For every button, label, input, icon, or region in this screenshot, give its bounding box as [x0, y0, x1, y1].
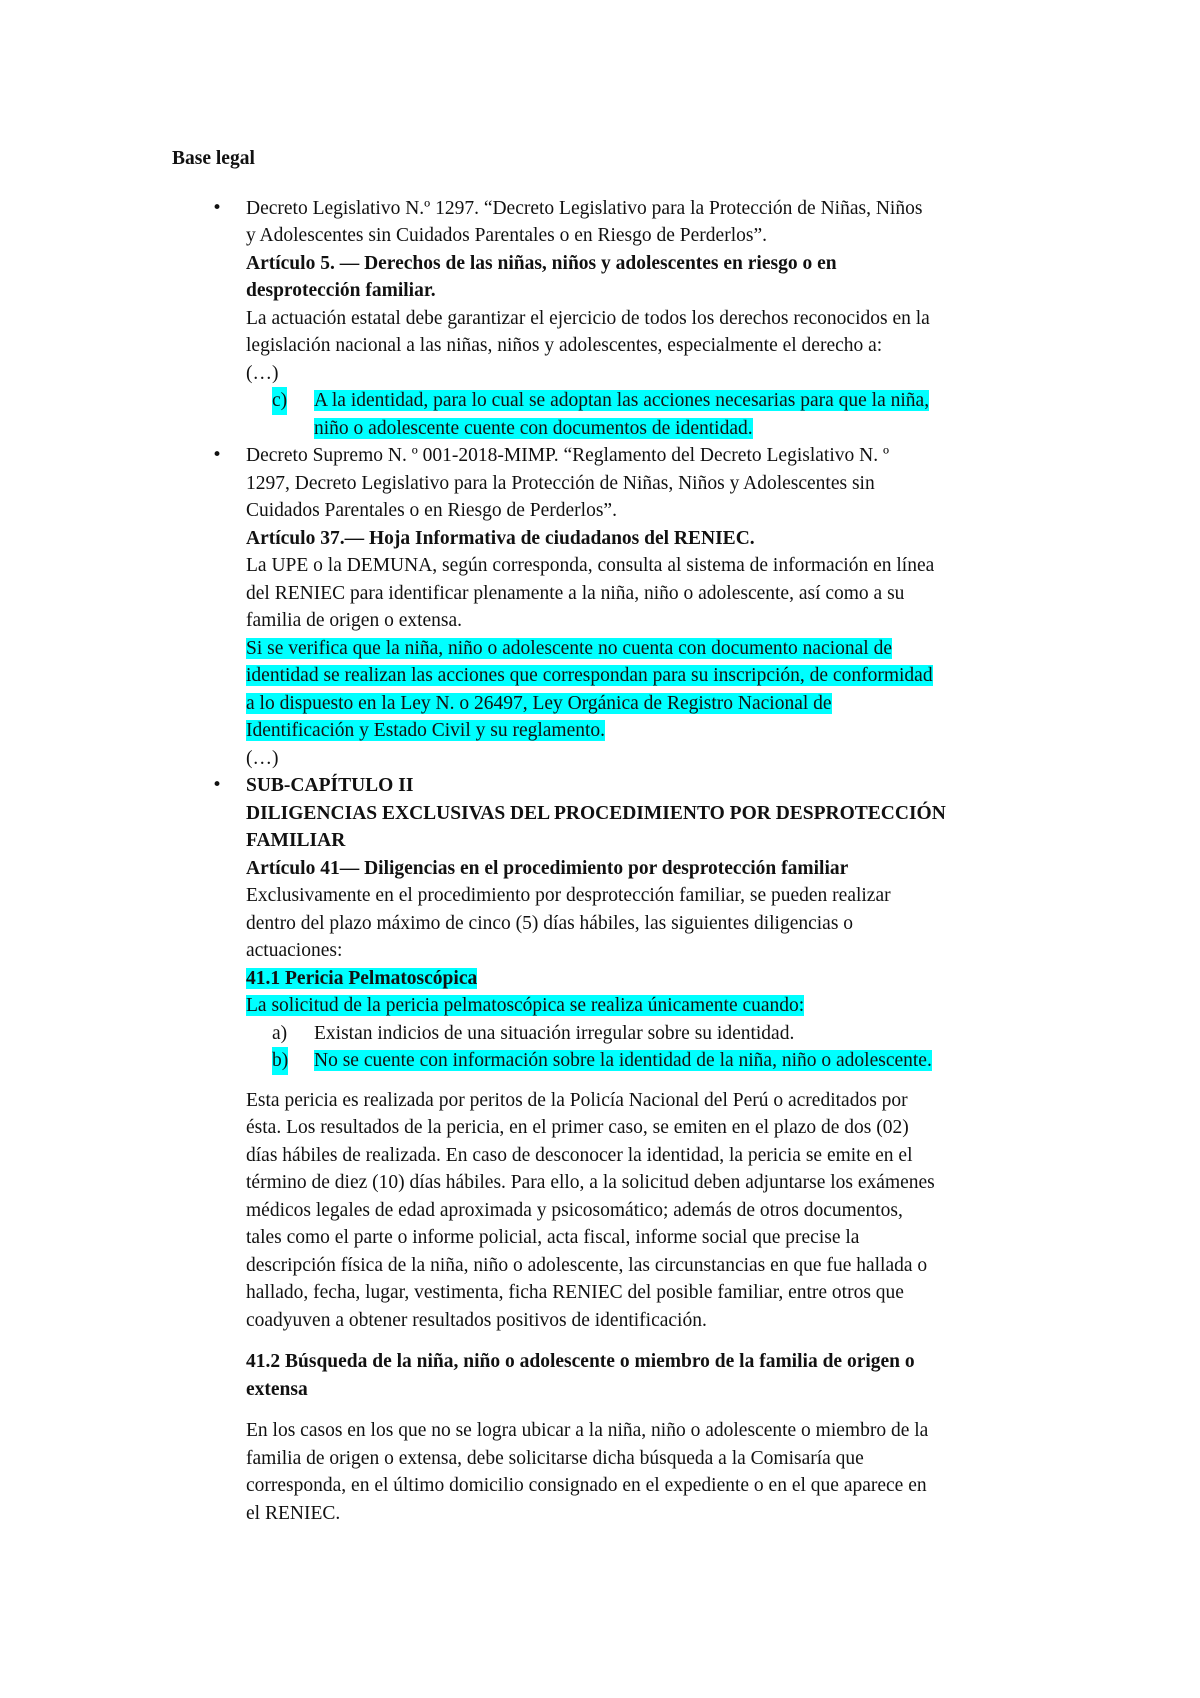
highlighted-text: identidad se realizan las acciones que correspondan para su inscripción, de conformidad [246, 665, 933, 686]
text-line: Cuidados Parentales o en Riesgo de Perderlos”. [246, 500, 617, 521]
text-line: extensa [246, 1378, 308, 1400]
text-line: médicos legales de edad aproximada y psicosomático; además de otros documentos, [246, 1199, 903, 1221]
text-line: • Decreto Supremo N. º 001-2018-MIMP. “Reglamento del Decreto Legislativo N. º [246, 445, 889, 466]
article-5-title: Artículo 5. — Derechos de las niñas, niños y adolescentes en riesgo o en [246, 252, 837, 274]
text-line: y Adolescentes sin Cuidados Parentales o en Riesgo de Perderlos”. [246, 225, 767, 246]
subchapter-label: • SUB-CAPÍTULO II [246, 775, 414, 796]
paragraph-busqueda [172, 1417, 1052, 1527]
ellipsis: (…) [246, 747, 279, 769]
text-line: actuaciones: [246, 940, 343, 961]
text-line: legislación nacional a las niñas, niños y adolescentes, especialmente el derecho a: [246, 335, 883, 356]
text-line: coadyuven a obtener resultados positivos de identificación. [246, 1309, 707, 1331]
article-41-title: Artículo 41— Diligencias en el procedimiento por desprotección familiar [246, 857, 849, 879]
subchapter-title-cont: FAMILIAR [246, 830, 346, 851]
highlighted-text: a lo dispuesto en la Ley N. o 26497, Ley Orgánica de Registro Nacional de [246, 692, 832, 714]
text-line: descripción física de la niña, niño o adolescente, las circunstancias en que fue hallada o [246, 1254, 928, 1276]
text-line: ésta. Los resultados de la pericia, en el primer caso, se emiten en el plazo de dos (02) [246, 1117, 909, 1138]
paragraph-pericia [172, 1087, 1052, 1335]
text-line: 41.2 Búsqueda de la niña, niño o adolescente o miembro de la familia de origen o [246, 1351, 915, 1372]
bullet-sub-capitulo-ii [172, 772, 1052, 1075]
list-marker: b) [272, 1047, 288, 1075]
ellipsis: (…) [246, 362, 279, 384]
article-5-title-cont: desprotección familiar. [246, 280, 436, 301]
highlighted-text: No se cuente con información sobre la identidad de la niña, niño o adolescente. [314, 1050, 932, 1071]
text-line: días hábiles de realizada. En caso de desconocer la identidad, la pericia se emite en el [246, 1144, 913, 1166]
text-line: del RENIEC para identificar plenamente a la niña, niño o adolescente, así como a su [246, 582, 905, 604]
text-line: hallado, fecha, lugar, vestimenta, ficha RENIEC del posible familiar, entre otros que [246, 1282, 904, 1303]
section-41-2-title [172, 1348, 1052, 1403]
list-item-b [240, 1047, 1052, 1075]
bullet-decreto-legislativo-1297 [172, 195, 1052, 443]
highlighted-text: La solicitud de la pericia pelmatoscópica se realiza únicamente cuando: [246, 995, 805, 1016]
highlighted-text: niño o adolescente cuente con documentos de identidad. [314, 417, 753, 439]
text-line: dentro del plazo máximo de cinco (5) días hábiles, las siguientes diligencias o [246, 912, 854, 934]
list-item-c [240, 387, 1052, 442]
text-line: familia de origen o extensa. [246, 610, 463, 631]
document-body [172, 145, 1052, 1527]
highlighted-text: Identificación y Estado Civil y su reglamento. [246, 720, 606, 741]
heading-base-legal: Base legal [172, 148, 255, 169]
bullet-decreto-supremo-001-2018 [172, 442, 1052, 772]
list-marker: a) [272, 1022, 288, 1044]
article-37-title: Artículo 37.— Hoja Informativa de ciudadanos del RENIEC. [246, 527, 755, 549]
text-line: Esta pericia es realizada por peritos de la Policía Nacional del Perú o acreditados por [246, 1089, 908, 1111]
text-line: En los casos en los que no se logra ubicar a la niña, niño o adolescente o miembro de la [246, 1420, 929, 1441]
text-line: corresponda, en el último domicilio consignado en el expediente o en el que aparece en [246, 1475, 927, 1496]
text-line: La actuación estatal debe garantizar el ejercicio de todos los derechos reconocidos en la [246, 307, 930, 329]
text-line: término de diez (10) días hábiles. Para ello, a la solicitud deben adjuntarse los exámenes [246, 1172, 935, 1193]
text-line: tales como el parte o informe policial, acta fiscal, informe social que precise la [246, 1227, 860, 1248]
list-marker: c) [272, 387, 287, 415]
section-41-1-title: 41.1 Pericia Pelmatoscópica [246, 967, 478, 989]
list-item-a [240, 1020, 1052, 1048]
text-line: Exclusivamente en el procedimiento por desprotección familiar, se pueden realizar [246, 885, 891, 906]
highlighted-text: Si se verifica que la niña, niño o adolescente no cuenta con documento nacional de [246, 637, 892, 659]
text-line: La UPE o la DEMUNA, según corresponda, consulta al sistema de información en línea [246, 555, 935, 576]
text-line: 1297, Decreto Legislativo para la Protección de Niñas, Niños y Adolescentes sin [246, 472, 875, 494]
highlighted-text: A la identidad, para lo cual se adoptan las acciones necesarias para que la niña, [314, 390, 930, 411]
subchapter-title: DILIGENCIAS EXCLUSIVAS DEL PROCEDIMIENTO POR DESPROTECCIÓN [246, 802, 946, 824]
list-text: Existan indicios de una situación irregular sobre su identidad. [314, 1022, 795, 1044]
text-line: • Decreto Legislativo N.º 1297. “Decreto Legislativo para la Protección de Niñas, Niños [246, 197, 923, 219]
text-line: familia de origen o extensa, debe solicitarse dicha búsqueda a la Comisaría que [246, 1447, 864, 1469]
text-line: el RENIEC. [246, 1502, 341, 1524]
